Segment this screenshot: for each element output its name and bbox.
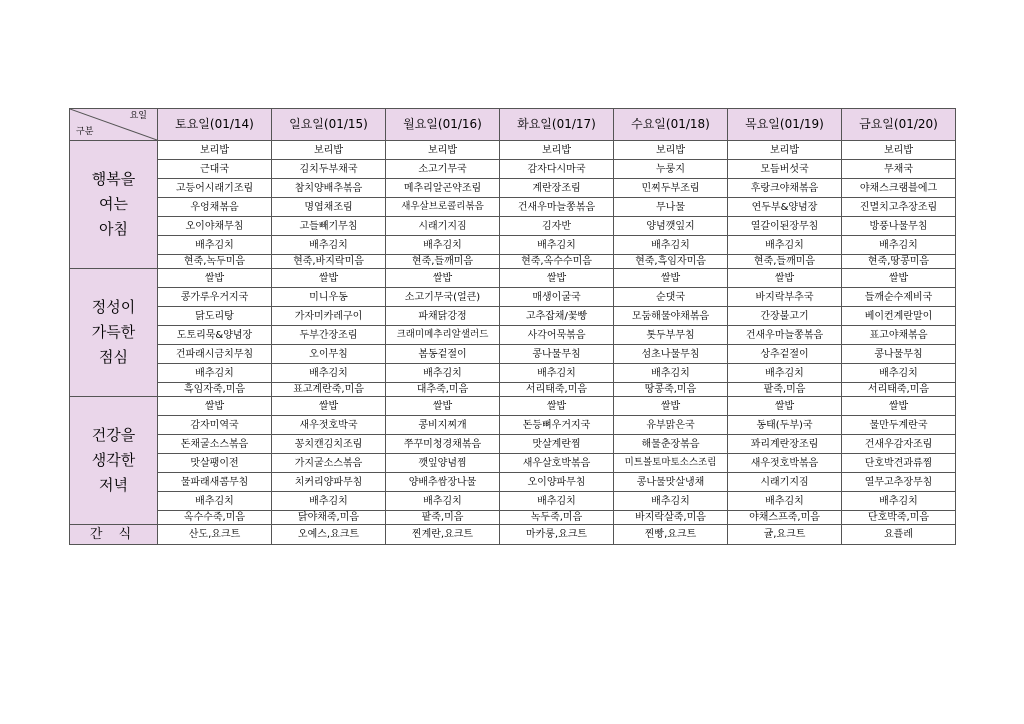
menu-item: 오이야채무침 — [158, 217, 272, 236]
menu-item: 보리밥 — [614, 141, 728, 160]
meal-section-label-line: 건강을 — [91, 426, 136, 444]
menu-item: 돈등뼈우거지국 — [500, 416, 614, 435]
porridge-item: 땅콩죽,미음 — [614, 383, 728, 397]
menu-item: 오이양파무침 — [500, 473, 614, 492]
menu-item: 쌀밥 — [614, 269, 728, 288]
menu-row — [70, 416, 956, 435]
menu-item: 배추김치 — [386, 236, 500, 255]
meal-section-label — [70, 397, 158, 525]
meal-section-label-line: 생각한 — [91, 451, 136, 469]
porridge-item: 현죽,바지락미음 — [272, 255, 386, 269]
menu-item: 배추김치 — [158, 492, 272, 511]
porridge-item: 현죽,들깨미음 — [386, 255, 500, 269]
menu-item: 도토리묵&양념장 — [158, 326, 272, 345]
menu-item: 무나물 — [614, 198, 728, 217]
menu-item: 미트볼토마토소스조림 — [614, 454, 728, 473]
menu-item: 건새우감자조림 — [842, 435, 956, 454]
menu-item: 배추김치 — [386, 364, 500, 383]
menu-item: 김치두부채국 — [272, 160, 386, 179]
menu-item: 소고기무국(얼큰) — [386, 288, 500, 307]
menu-item: 배추김치 — [500, 364, 614, 383]
menu-item: 참치양배추볶음 — [272, 179, 386, 198]
menu-row — [70, 269, 956, 288]
menu-item: 순댓국 — [614, 288, 728, 307]
menu-item: 열무고추장무침 — [842, 473, 956, 492]
menu-item: 들깨순수제비국 — [842, 288, 956, 307]
menu-item: 보리밥 — [158, 141, 272, 160]
day-header: 수요일(01/18) — [614, 109, 728, 141]
menu-row — [70, 435, 956, 454]
menu-item: 섬초나물무침 — [614, 345, 728, 364]
menu-item: 고등어시래기조림 — [158, 179, 272, 198]
porridge-item: 현죽,들깨미음 — [728, 255, 842, 269]
menu-item: 보리밥 — [728, 141, 842, 160]
porridge-item: 흑임자죽,미음 — [158, 383, 272, 397]
menu-item: 맛살계란찜 — [500, 435, 614, 454]
menu-item: 쌀밥 — [842, 269, 956, 288]
menu-item: 배추김치 — [272, 236, 386, 255]
menu-item: 꽈리계란장조림 — [728, 435, 842, 454]
menu-item: 열갈이된장무침 — [728, 217, 842, 236]
menu-item: 김자반 — [500, 217, 614, 236]
menu-item: 새우살호박볶음 — [500, 454, 614, 473]
menu-row — [70, 364, 956, 383]
menu-item: 가자미카레구이 — [272, 307, 386, 326]
menu-item: 배추김치 — [500, 236, 614, 255]
snack-row — [70, 525, 956, 545]
meal-section-label-line: 점심 — [99, 348, 128, 366]
menu-item: 배추김치 — [728, 364, 842, 383]
menu-item: 봄동겉절이 — [386, 345, 500, 364]
menu-item: 보리밥 — [500, 141, 614, 160]
meal-section-label-line: 여는 — [99, 195, 128, 213]
snack-item: 귤,요크트 — [728, 525, 842, 545]
porridge-row — [70, 255, 956, 269]
menu-item: 톳두부무침 — [614, 326, 728, 345]
menu-item: 맛살팽이전 — [158, 454, 272, 473]
menu-item: 건새우마늘쫑볶음 — [500, 198, 614, 217]
menu-item: 쌀밥 — [158, 397, 272, 416]
menu-item: 쌀밥 — [272, 397, 386, 416]
header-row — [70, 109, 956, 141]
menu-item: 사각어묵볶음 — [500, 326, 614, 345]
menu-item: 양념깻잎지 — [614, 217, 728, 236]
snack-item: 찐빵,요크트 — [614, 525, 728, 545]
menu-item: 깻잎양념찜 — [386, 454, 500, 473]
menu-item: 소고기무국 — [386, 160, 500, 179]
menu-item: 쌀밥 — [500, 269, 614, 288]
menu-item: 파채닭강정 — [386, 307, 500, 326]
menu-item: 보리밥 — [842, 141, 956, 160]
menu-body — [70, 141, 956, 545]
menu-item: 고추잡채/꽃빵 — [500, 307, 614, 326]
menu-item: 쌀밥 — [158, 269, 272, 288]
porridge-item: 옥수수죽,미음 — [158, 511, 272, 525]
menu-row — [70, 288, 956, 307]
menu-item: 민찌두부조림 — [614, 179, 728, 198]
menu-item: 누룽지 — [614, 160, 728, 179]
menu-item: 새우젓호박볶음 — [728, 454, 842, 473]
menu-item: 건새우마늘쫑볶음 — [728, 326, 842, 345]
menu-item: 콩나물맛살냉채 — [614, 473, 728, 492]
porridge-item: 야채스프죽,미음 — [728, 511, 842, 525]
day-header: 월요일(01/16) — [386, 109, 500, 141]
menu-item: 물파래새콤무침 — [158, 473, 272, 492]
menu-item: 쌀밥 — [614, 397, 728, 416]
menu-item: 콩비지찌개 — [386, 416, 500, 435]
menu-item: 배추김치 — [842, 364, 956, 383]
menu-item: 배추김치 — [614, 236, 728, 255]
menu-row — [70, 236, 956, 255]
menu-item: 오이무침 — [272, 345, 386, 364]
menu-item: 미니우동 — [272, 288, 386, 307]
menu-item: 표고야채볶음 — [842, 326, 956, 345]
menu-item: 건파래시금치무침 — [158, 345, 272, 364]
menu-item: 배추김치 — [842, 236, 956, 255]
menu-item: 해물춘장볶음 — [614, 435, 728, 454]
meal-section-label-line: 행복을 — [91, 170, 136, 188]
weekly-menu-table — [69, 108, 956, 545]
menu-item: 우엉채볶음 — [158, 198, 272, 217]
menu-item: 명엽채조림 — [272, 198, 386, 217]
menu-item: 꽁치캔김치조림 — [272, 435, 386, 454]
menu-item: 쌀밥 — [386, 269, 500, 288]
menu-row — [70, 492, 956, 511]
menu-item: 베이컨계란말이 — [842, 307, 956, 326]
menu-item: 보리밥 — [272, 141, 386, 160]
menu-item: 양배추쌈장나물 — [386, 473, 500, 492]
menu-row — [70, 397, 956, 416]
day-header: 목요일(01/19) — [728, 109, 842, 141]
menu-item: 감자미역국 — [158, 416, 272, 435]
menu-item: 배추김치 — [500, 492, 614, 511]
menu-item: 계란장조림 — [500, 179, 614, 198]
menu-row — [70, 326, 956, 345]
menu-item: 쌀밥 — [842, 397, 956, 416]
menu-item: 돈채굴소스볶음 — [158, 435, 272, 454]
day-header: 일요일(01/15) — [272, 109, 386, 141]
menu-item: 야채스크램블에그 — [842, 179, 956, 198]
menu-item: 콩나물무침 — [842, 345, 956, 364]
snack-item: 산도,요크트 — [158, 525, 272, 545]
snack-item: 오예스,요크트 — [272, 525, 386, 545]
meal-section-label-line: 정성이 — [91, 298, 136, 316]
menu-item: 고들빼기무침 — [272, 217, 386, 236]
menu-item: 매생이굴국 — [500, 288, 614, 307]
menu-item: 연두부&양념장 — [728, 198, 842, 217]
menu-item: 모듬버섯국 — [728, 160, 842, 179]
menu-item: 배추김치 — [842, 492, 956, 511]
menu-item: 쌀밥 — [728, 397, 842, 416]
menu-item: 모둠해물야채볶음 — [614, 307, 728, 326]
meal-section-label-line: 가득한 — [91, 323, 136, 341]
menu-row — [70, 454, 956, 473]
menu-item: 방풍나물무침 — [842, 217, 956, 236]
snack-label: 간 식 — [70, 525, 158, 545]
menu-item: 배추김치 — [728, 236, 842, 255]
porridge-row — [70, 383, 956, 397]
porridge-item: 현죽,땅콩미음 — [842, 255, 956, 269]
menu-item: 새우젓호박국 — [272, 416, 386, 435]
porridge-item: 닭야채죽,미음 — [272, 511, 386, 525]
porridge-row — [70, 511, 956, 525]
menu-item: 진멸치고추장조림 — [842, 198, 956, 217]
menu-item: 동태(두부)국 — [728, 416, 842, 435]
menu-item: 배추김치 — [158, 236, 272, 255]
menu-item: 콩나물무침 — [500, 345, 614, 364]
porridge-item: 표고계란죽,미음 — [272, 383, 386, 397]
day-header: 토요일(01/14) — [158, 109, 272, 141]
menu-item: 유부맑은국 — [614, 416, 728, 435]
porridge-item: 단호박죽,미음 — [842, 511, 956, 525]
meal-section-label — [70, 141, 158, 269]
menu-item: 후랑크야채볶음 — [728, 179, 842, 198]
menu-row — [70, 198, 956, 217]
porridge-item: 현죽,옥수수미음 — [500, 255, 614, 269]
menu-item: 메추리알곤약조림 — [386, 179, 500, 198]
porridge-item: 바지락살죽,미음 — [614, 511, 728, 525]
menu-row — [70, 141, 956, 160]
porridge-item: 팥죽,미음 — [386, 511, 500, 525]
menu-item: 감자다시마국 — [500, 160, 614, 179]
menu-item: 배추김치 — [614, 492, 728, 511]
menu-item: 배추김치 — [728, 492, 842, 511]
porridge-item: 녹두죽,미음 — [500, 511, 614, 525]
menu-row — [70, 179, 956, 198]
menu-item: 두부간장조림 — [272, 326, 386, 345]
menu-item: 쌀밥 — [272, 269, 386, 288]
porridge-item: 현죽,녹두미음 — [158, 255, 272, 269]
porridge-item: 대추죽,미음 — [386, 383, 500, 397]
menu-item: 배추김치 — [272, 364, 386, 383]
corner-category-label: 구분 — [76, 127, 94, 137]
menu-item: 쭈꾸미청경채볶음 — [386, 435, 500, 454]
menu-item: 쌀밥 — [728, 269, 842, 288]
menu-item: 단호박견과류찜 — [842, 454, 956, 473]
corner-day-label: 요일 — [129, 111, 147, 121]
meal-section-label — [70, 269, 158, 397]
porridge-item: 팥죽,미음 — [728, 383, 842, 397]
menu-item: 새우살브로콜리볶음 — [386, 198, 500, 217]
menu-item: 물만두계란국 — [842, 416, 956, 435]
menu-item: 바지락부추국 — [728, 288, 842, 307]
menu-item: 배추김치 — [158, 364, 272, 383]
menu-item: 배추김치 — [386, 492, 500, 511]
menu-item: 크래미메추리알샐러드 — [386, 326, 500, 345]
menu-item: 가지굴소스볶음 — [272, 454, 386, 473]
porridge-item: 서리태죽,미음 — [842, 383, 956, 397]
corner-cell — [70, 109, 158, 141]
menu-item: 배추김치 — [272, 492, 386, 511]
porridge-item: 서리태죽,미음 — [500, 383, 614, 397]
menu-item: 쌀밥 — [386, 397, 500, 416]
menu-row — [70, 217, 956, 236]
menu-item: 상추겉절이 — [728, 345, 842, 364]
meal-section-label-line: 저녁 — [99, 476, 128, 494]
menu-item: 보리밥 — [386, 141, 500, 160]
menu-item: 근대국 — [158, 160, 272, 179]
snack-item: 찐계란,요크트 — [386, 525, 500, 545]
day-header: 금요일(01/20) — [842, 109, 956, 141]
menu-item: 무채국 — [842, 160, 956, 179]
menu-item: 치커리양파무침 — [272, 473, 386, 492]
menu-item: 닭도리탕 — [158, 307, 272, 326]
menu-item: 시래기지짐 — [728, 473, 842, 492]
snack-item: 요플레 — [842, 525, 956, 545]
meal-section-label-line: 아침 — [99, 220, 128, 238]
menu-row — [70, 160, 956, 179]
menu-item: 배추김치 — [614, 364, 728, 383]
menu-item: 간장불고기 — [728, 307, 842, 326]
day-header: 화요일(01/17) — [500, 109, 614, 141]
menu-item: 쌀밥 — [500, 397, 614, 416]
menu-item: 콩가루우거지국 — [158, 288, 272, 307]
menu-row — [70, 345, 956, 364]
menu-row — [70, 307, 956, 326]
snack-item: 마카롱,요크트 — [500, 525, 614, 545]
menu-row — [70, 473, 956, 492]
porridge-item: 현죽,흑임자미음 — [614, 255, 728, 269]
menu-item: 시래기지짐 — [386, 217, 500, 236]
